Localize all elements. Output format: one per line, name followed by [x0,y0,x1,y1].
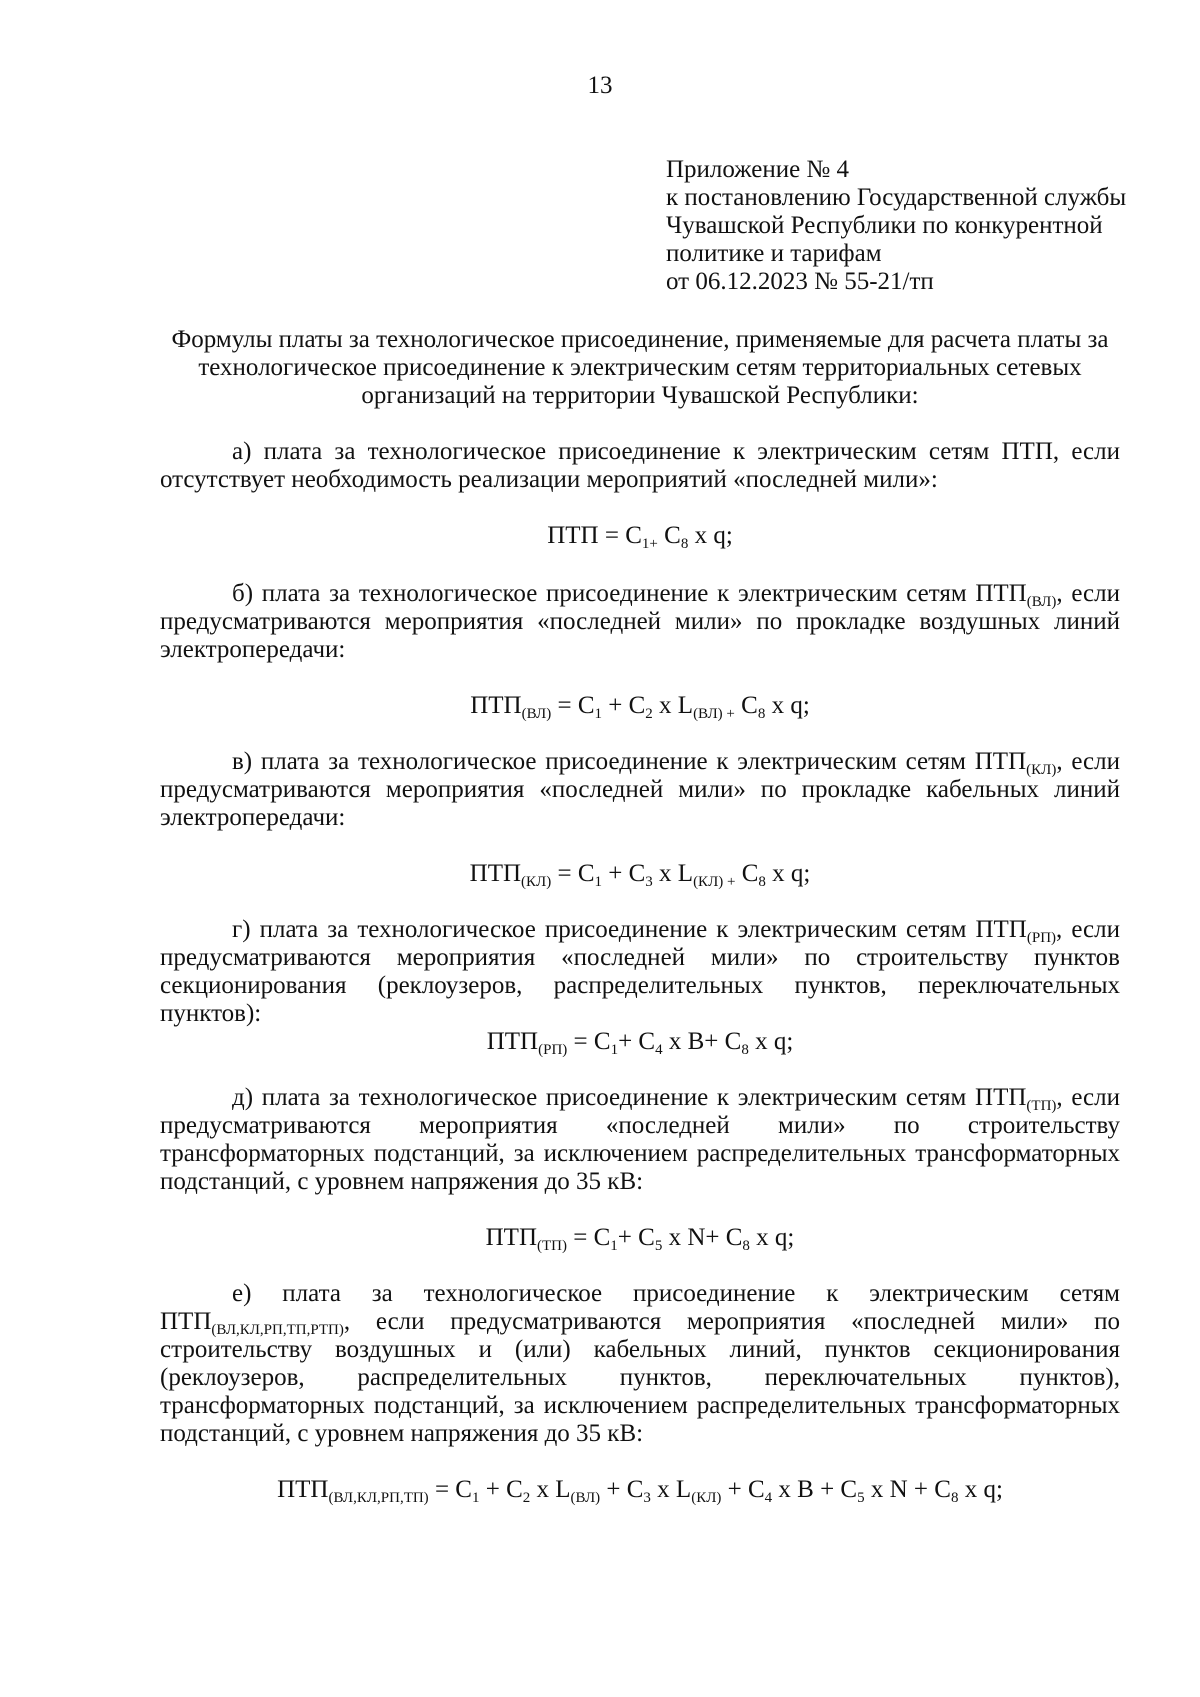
formula-b [160,692,1120,720]
formula-term: х q; [765,692,810,719]
formula-term: + С [602,692,646,719]
appendix-line: от 06.12.2023 № 55-21/тп [666,268,934,295]
formula-lhs-subscript: (ВЛ) [521,706,552,722]
formula-term: = С [598,522,642,549]
formula-term: + С [479,1476,523,1503]
paragraph-d [160,1084,1120,1196]
formula-subscript: (ВЛ) [570,1490,601,1506]
appendix-line: Приложение № 4 [666,156,850,183]
paragraph-text: е) плата за технологическое присоединение к электрическим сетям ПТП [160,1280,1120,1335]
formula-term: х L [530,1476,571,1503]
formula-subscript: 1 [610,1238,618,1254]
formula-term: х q; [749,1224,795,1251]
paragraph-b [160,580,1120,664]
formula-subscript: 2 [522,1490,531,1506]
formula-term: = С [567,1028,611,1055]
formula-term: х L [652,692,694,719]
formula-term: = С [551,860,595,887]
paragraph-text: г) плата за технологическое присоединение к электрическим сетям ПТП [232,916,1027,943]
formula-a [160,522,1120,550]
paragraph-g [160,916,1120,1028]
paragraph-text: в) плата за технологическое присоединение к электрическим сетям ПТП [232,748,1027,775]
formula-subscript: 1 [594,706,602,722]
formula-term: х В + С [772,1476,858,1503]
formula-subscript: (ВЛ) + [693,706,735,722]
formula-term: С [735,860,759,887]
formula-term: х N + С [864,1476,951,1503]
formula-term: х q; [765,860,811,887]
formula-lhs: ПТП [547,522,599,549]
appendix-line: Чувашской Республики по конкурентной [666,212,1103,239]
formula-term: + С [600,1476,644,1503]
formula-term: = С [428,1476,472,1503]
formula-d [160,1224,1120,1252]
paragraph-text: б) плата за технологическое присоединение к электрическим сетям ПТП [232,580,1027,607]
formula-subscript: (КЛ) [691,1490,722,1506]
formula-term: + С [618,1028,656,1055]
appendix-line: к постановлению Государственной службы [666,184,1127,211]
paragraph-subscript: (ВЛ) [1026,594,1057,610]
paragraph-subscript: (КЛ) [1026,762,1057,778]
formula-term: + С [617,1224,655,1251]
paragraph-e [160,1280,1120,1448]
formula-term: С [734,692,758,719]
paragraph-subscript: (ВЛ,КЛ,РП,ТП,РТП) [211,1322,344,1338]
formula-subscript: 8 [741,1042,749,1058]
formula-g [160,1028,1120,1056]
paragraph-subscript: (РП) [1026,930,1057,946]
formula-subscript: 5 [654,1238,663,1254]
formula-lhs: ПТП [470,692,522,719]
formula-subscript: (КЛ) + [693,874,736,890]
formula-subscript: 4 [655,1042,663,1058]
formula-subscript: 1 [594,874,602,890]
paragraph-text: , если предусматриваются мероприятия «последней мили» по прокладке кабельных линий электропередачи: [160,748,1120,831]
formula-term: + С [602,860,646,887]
formula-term: = С [551,692,595,719]
paragraph-text: д) плата за технологическое присоединение к электрическим сетям ПТП [232,1084,1027,1111]
formula-term: х q; [688,522,733,549]
formula-subscript: 3 [643,1490,651,1506]
formula-lhs: ПТП [486,1028,539,1055]
formula-lhs: ПТП [277,1476,329,1503]
formula-subscript: 5 [857,1490,865,1506]
formula-subscript: 1 [610,1042,619,1058]
formula-term: х q; [958,1476,1003,1503]
formula-lhs-subscript: (КЛ) [521,874,552,890]
paragraph-subscript: (ТП) [1026,1098,1057,1114]
formula-lhs: ПТП [469,860,522,887]
formula-term: С [657,522,681,549]
appendix-header [666,156,1146,296]
formula-subscript: 4 [764,1490,773,1506]
formula-subscript: 8 [758,874,766,890]
formula-subscript: 8 [680,536,689,552]
paragraph-v [160,748,1120,832]
formula-subscript: 8 [757,706,766,722]
formula-lhs-subscript: (ТП) [537,1238,568,1254]
paragraph-text: , если предусматриваются мероприятия «последней мили» по строительству трансформаторных подстанций, за исключением распределительных трансформаторных подстанций, с уровнем напряжения до 35 кВ: [160,1084,1121,1195]
paragraph-text: , если предусматриваются мероприятия «последней мили» по прокладке воздушных линий электропередачи: [160,580,1121,663]
appendix-line: политике и тарифам [666,240,882,267]
formula-e [160,1476,1120,1504]
document-title: Формулы платы за технологическое присоединение, применяемые для расчета платы за технологическое присоединение к электрическим сетям территориальных сетевых организаций на территории Чувашской Республики: [171,326,1109,409]
formula-subscript: 1+ [641,536,658,552]
page-number: 13 [587,72,613,99]
formula-v [160,860,1120,888]
paragraph-text: , если предусматриваются мероприятия «последней мили» по строительству воздушных и (или) кабельных линий, пунктов секционирования (реклоузеров, распределительных пунктов, переключательных пунктов), трансформаторных подстанций, за исключением распределительных трансформаторных подстанций, с уровнем напряжения до 35 кВ: [160,1308,1120,1447]
paragraph-a: а) плата за технологическое присоединение к электрическим сетям ПТП, если отсутствует необходимость реализации мероприятий «последней мили»: [160,438,1120,493]
formula-term: = С [567,1224,611,1251]
formula-subscript: 8 [742,1238,750,1254]
paragraph-text: , если предусматриваются мероприятия «последней мили» по строительству пунктов секционирования (реклоузеров, распределительных пунктов, переключательных пунктов): [160,916,1120,1027]
formula-term: х В+ С [662,1028,742,1055]
formula-subscript: 8 [950,1490,959,1506]
formula-lhs: ПТП [485,1224,538,1251]
formula-term: х N+ С [662,1224,743,1251]
formula-subscript: 3 [645,874,653,890]
formula-subscript: 1 [471,1490,480,1506]
formula-term: х L [652,860,694,887]
formula-lhs-subscript: (ВЛ,КЛ,РП,ТП) [328,1490,429,1506]
formula-term: х q; [748,1028,794,1055]
formula-term: + С [721,1476,765,1503]
formula-subscript: 2 [645,706,653,722]
formula-lhs-subscript: (РП) [538,1042,568,1058]
formula-term: х L [650,1476,692,1503]
